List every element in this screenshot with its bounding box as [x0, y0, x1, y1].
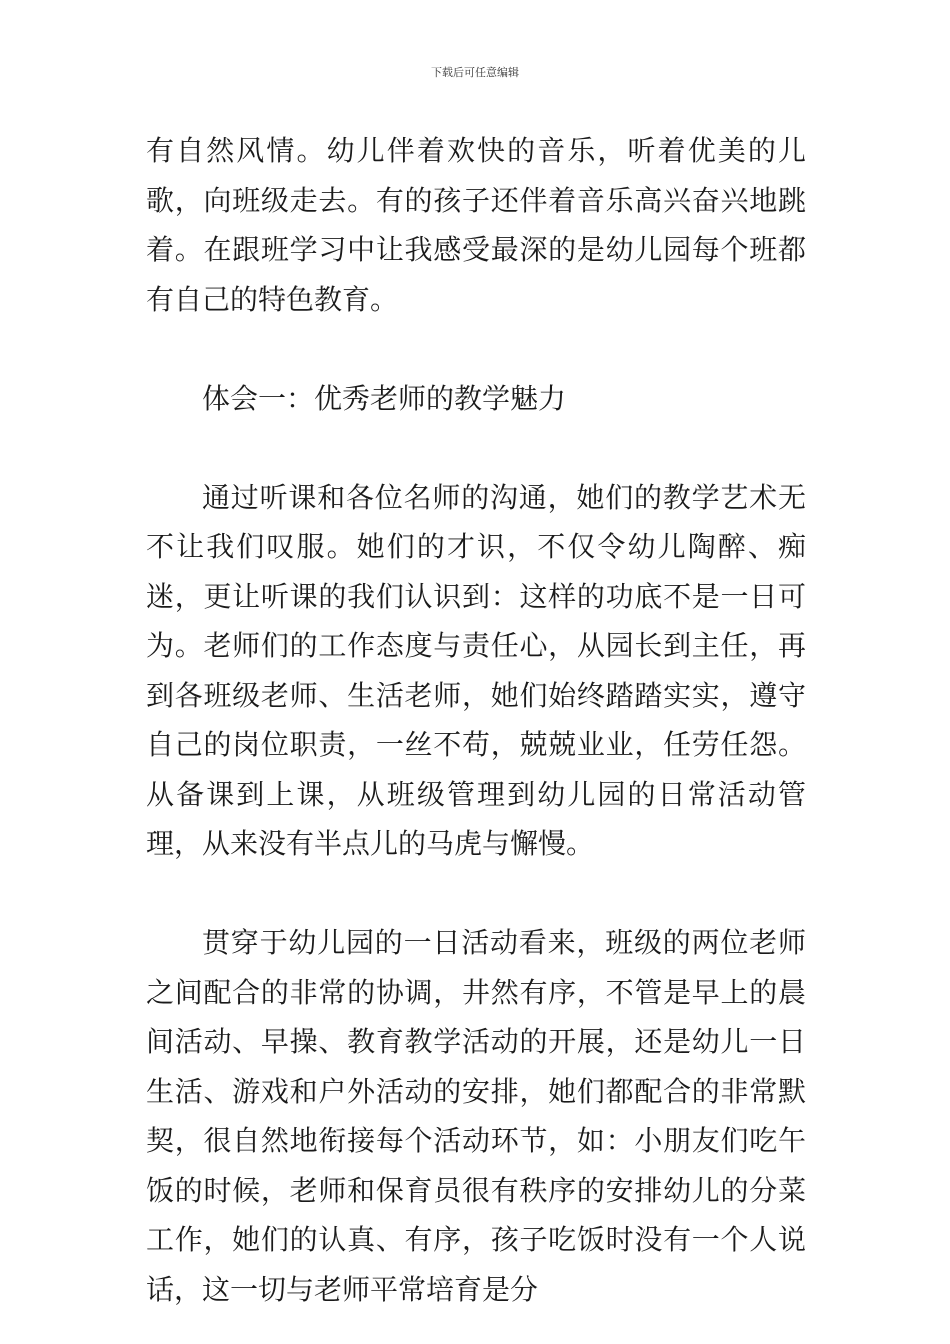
- paragraph-intro-continuation: 有自然风情。幼儿伴着欢快的音乐，听着优美的儿歌，向班级走去。有的孩子还伴着音乐高兴奋兴地跳着。在跟班学习中让我感受最深的是幼儿园每个班都有自己的特色教育。: [146, 134, 806, 316]
- section-heading: 体会一：优秀老师的教学魅力: [202, 381, 567, 415]
- paragraph-teaching-art: 通过听课和各位名师的沟通，她们的教学艺术无不让我们叹服。她们的才识，不仅令幼儿陶醉、痴迷，更让听课的我们认识到：这样的功底不是一日可为。老师们的工作态度与责任心，从园长到主任，再到各班级老师、生活老师，她们始终踏踏实实，遵守自己的岗位职责，一丝不苟，兢兢业业，任劳任怨。从备课到上课，从班级管理到幼儿园的日常活动管理，从来没有半点儿的马虎与懈慢。: [146, 480, 806, 860]
- page-header: 下载后可任意编辑: [431, 66, 519, 79]
- paragraph-daily-activities: 贯穿于幼儿园的一日活动看来，班级的两位老师之间配合的非常的协调，井然有序，不管是早上的晨间活动、早操、教育教学活动的开展，还是幼儿一日生活、游戏和户外活动的安排，她们都配合的非常默契，很自然地衔接每个活动环节，如：小朋友们吃午饭的时候，老师和保育员很有秩序的安排幼儿的分菜工作，她们的认真、有序，孩子吃饭时没有一个人说话，这一切与老师平常培育是分: [146, 926, 806, 1306]
- document-body: [146, 126, 806, 1314]
